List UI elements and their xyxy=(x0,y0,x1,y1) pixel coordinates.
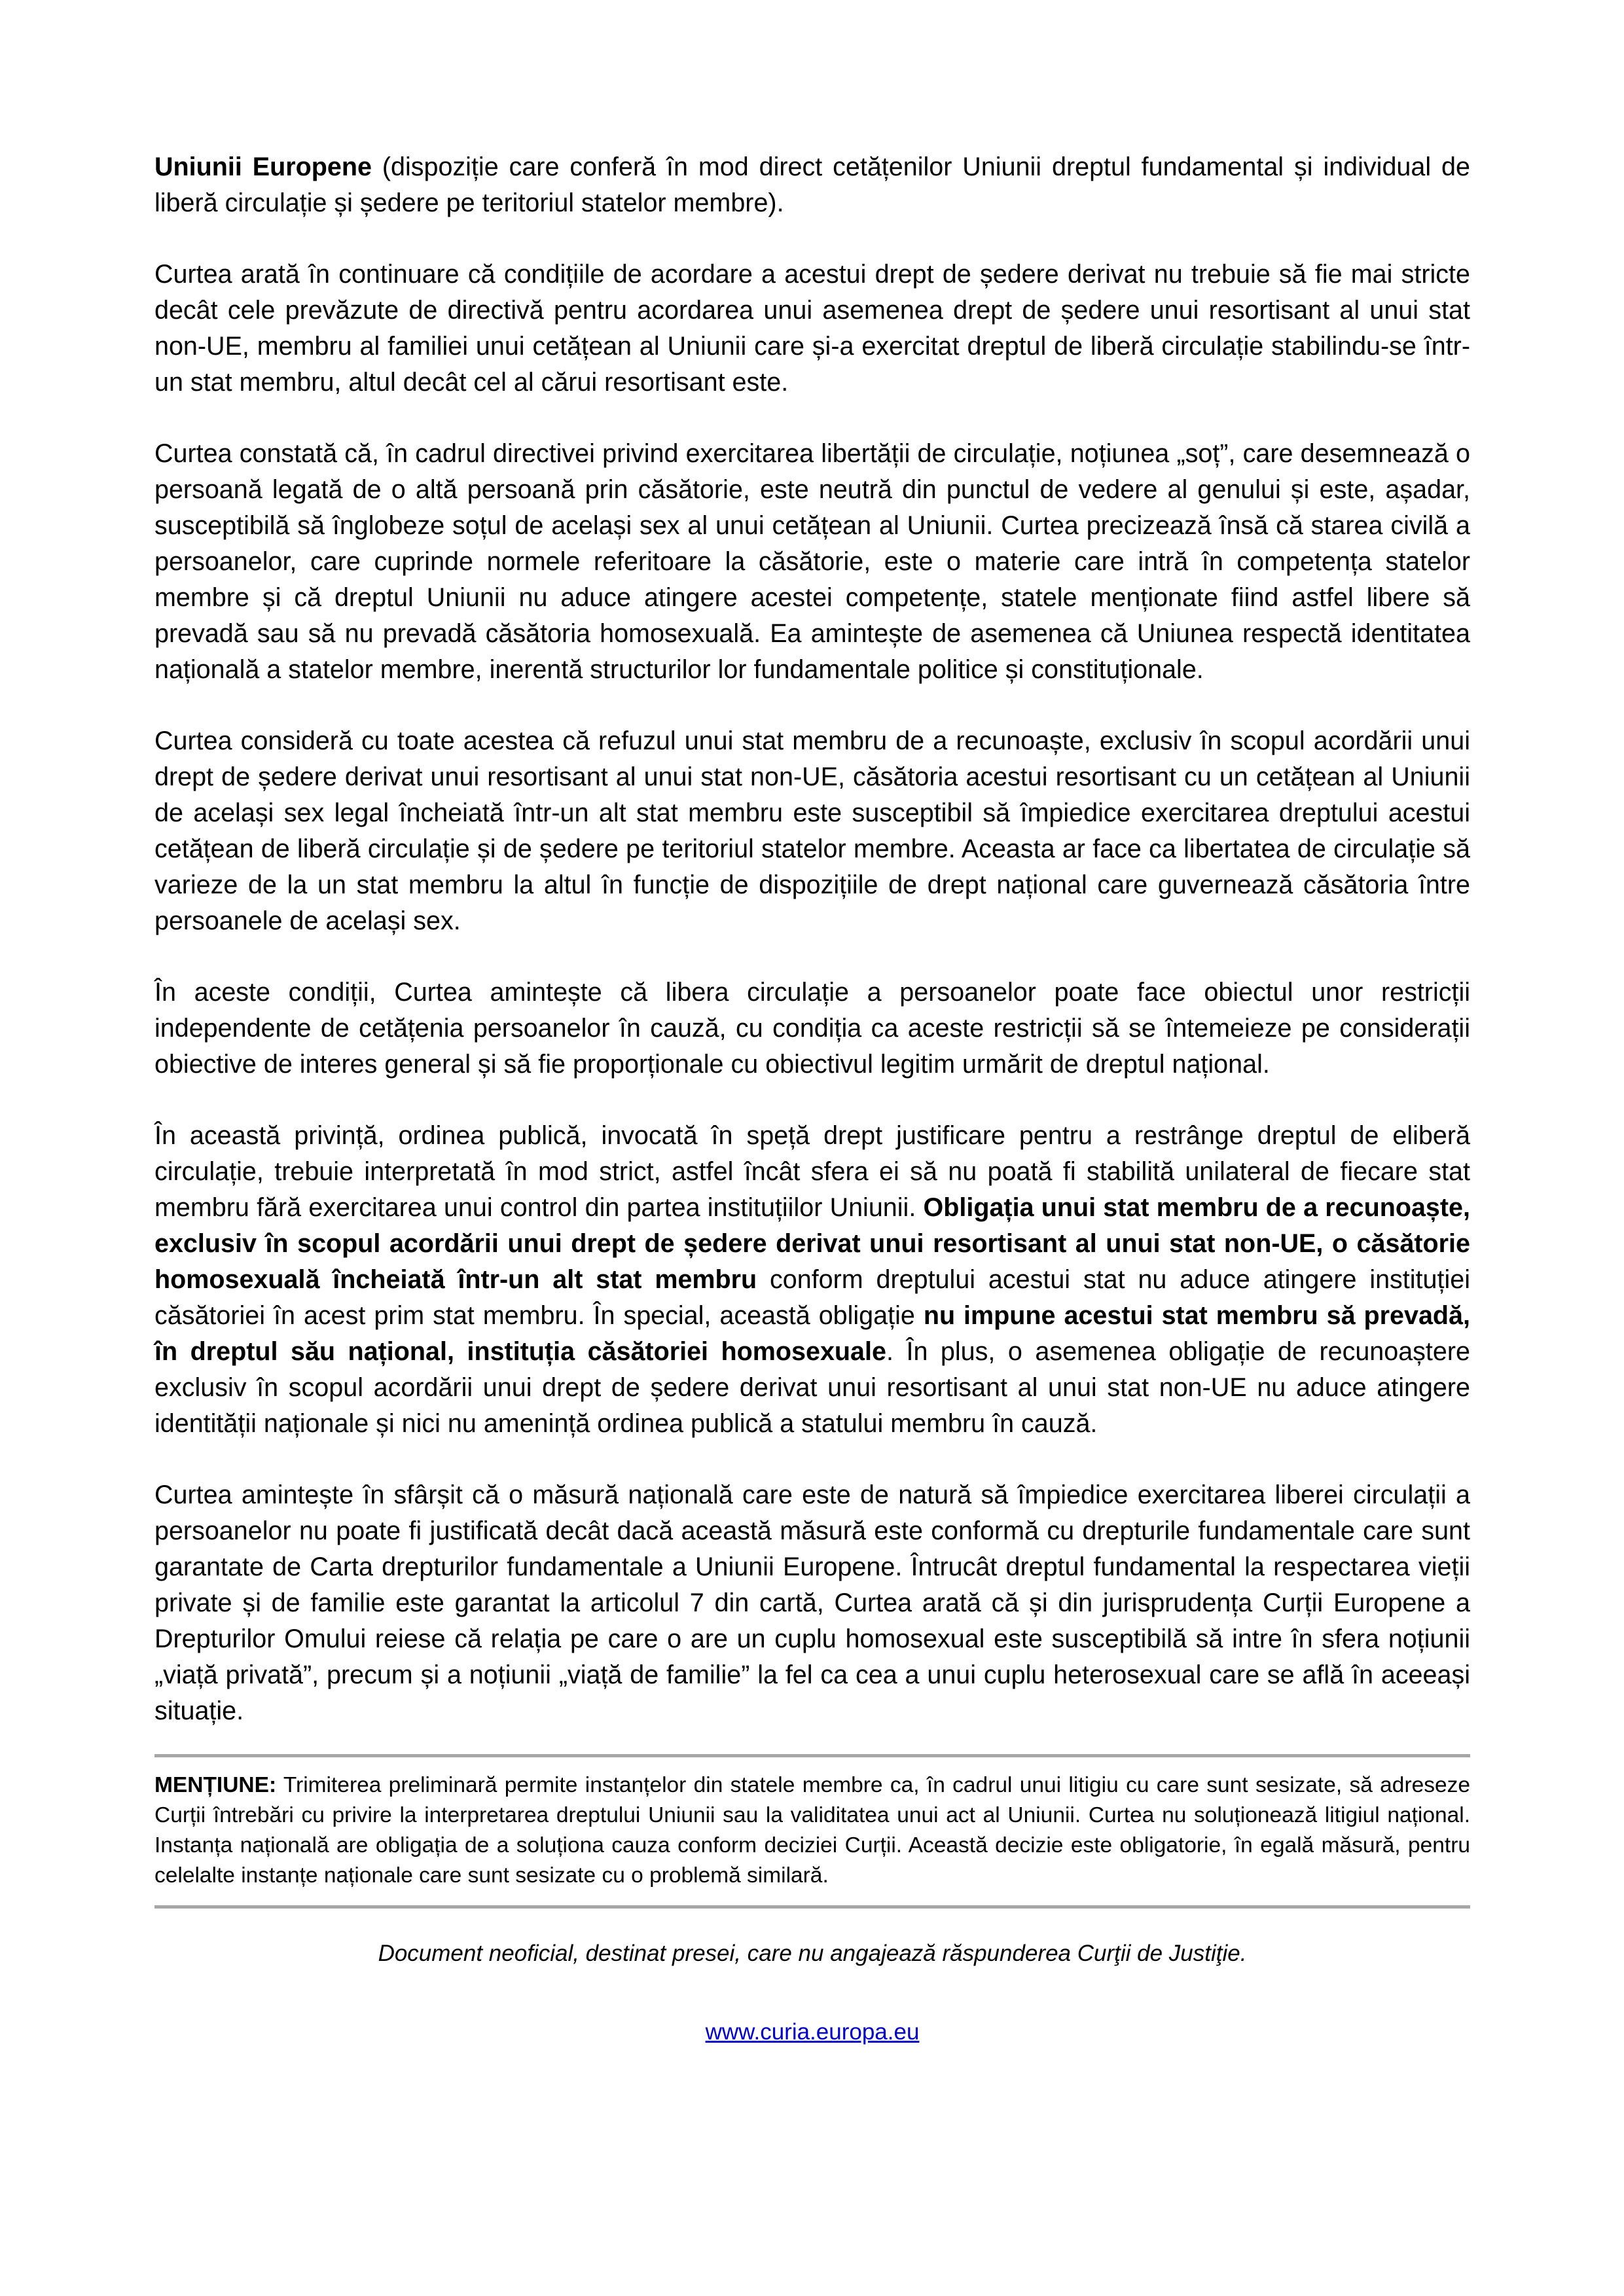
note-text: Trimiterea preliminară permite instanțelor din statele membre ca, în cadrul unui litigiu cu care sunt sesizate, să adreseze Curții întrebări cu privire la interpretarea dreptului Uniunii sau la validitatea unui act al Uniunii. Curtea nu soluționează litigiul național. Instanța națională are obligația de a soluționa cauza conform deciziei Curții. Această decizie este obligatorie, în egală măsură, pentru celelalte instanțe naționale care sunt sesizate cu o problemă similară. xyxy=(154,1773,1470,1888)
paragraph-6-bold-segment: Obligația unui stat membru de a recunoaște, exclusiv în scopul acordării unui drept de ședere derivat unui resortisant al unui stat non-UE, o căsătorie homosexuală încheiată într-un alt stat membru xyxy=(154,1193,1470,1294)
paragraph-4-segment: Curtea consideră cu toate acestea că refuzul unui stat membru de a recunoaște, exclusiv în scopul acordării unui drept de ședere derivat unui resortisant al unui stat non-UE, căsătoria acestui resortisant cu un cetățean al Uniunii de același sex legal încheiată într-un alt stat membru este susceptibil să împiedice exercitarea dreptului acestui cetățean de liberă circulație și de ședere pe teritoriul statelor membre. Aceasta ar face ca libertatea de circulație să varieze de la un stat membru la altul în funcție de dispozițiile de drept național care guvernează căsătoria între persoanele de același sex. xyxy=(154,726,1470,935)
paragraph-1-segment: (dispoziție care conferă în mod direct cetățenilor Uniunii dreptul fundamental și individual de liberă circulație și ședere pe teritoriul statelor membre). xyxy=(154,152,1470,217)
paragraph-3 xyxy=(154,436,1470,688)
press-note xyxy=(154,1770,1470,1891)
paragraph-6-segment: . În plus, o asemenea obligație de recunoaștere exclusiv în scopul acordării unui drept de ședere derivat unui resortisant al unui stat non-UE nu aduce atingere identității naționale și nici nu amenință ordinea publică a statului membru în cauză. xyxy=(154,1337,1471,1438)
paragraph-5-segment: În aceste condiții, Curtea amintește că libera circulație a persoanelor poate face obiectul unor restricții independente de cetățenia persoanelor în cauză, cu condiția ca aceste restricții să se întemeieze pe considerații obiective de interes general și să fie proporționale cu obiectivul legitim urmărit de dreptul național. xyxy=(154,978,1470,1079)
paragraph-4 xyxy=(154,723,1470,939)
note-bottom-divider xyxy=(154,1905,1470,1909)
paragraph-2-segment: Curtea arată în continuare că condițiile de acordare a acestui drept de ședere derivat nu trebuie să fie mai stricte decât cele prevăzute de directivă pentru acordarea unui asemenea drept de ședere unui resortisant al unui stat non-UE, membru al familiei unui cetățean al Uniunii care și-a exercitat dreptul de liberă circulație stabilindu-se într-un stat membru, altul decât cel al cărui resortisant este. xyxy=(154,260,1470,397)
paragraph-6-segment: conform dreptului acestui stat nu aduce atingere instituției căsătoriei în acest prim stat membru. În special, această obligație xyxy=(154,1265,1470,1330)
paragraph-7 xyxy=(154,1477,1470,1729)
paragraph-6-segment: În această privință, ordinea publică, invocată în speță drept justificare pentru a restrânge dreptul de eliberă circulație, trebuie interpretată în mod strict, astfel încât sfera ei să nu poată fi stabilită unilateral de fiecare stat membru fără exercitarea unui control din partea instituțiilor Uniunii. xyxy=(154,1121,1470,1222)
paragraph-1 xyxy=(154,149,1470,221)
note-label: MENȚIUNE: xyxy=(154,1773,277,1797)
paragraph-2 xyxy=(154,257,1470,401)
curia-website-link[interactable]: www.curia.europa.eu xyxy=(705,2019,920,2045)
footer-link-container xyxy=(154,2017,1470,2047)
paragraph-6 xyxy=(154,1118,1470,1442)
paragraph-3-segment: Curtea constată că, în cadrul directivei privind exercitarea libertății de circulație, noțiunea „soț”, care desemnează o persoană legată de o altă persoană prin căsătorie, este neutră din punctul de vedere al genului și este, așadar, susceptibilă să înglobeze soțul de același sex al unui cetățean al Uniunii. Curtea precizează însă că starea civilă a persoanelor, care cuprinde normele referitoare la căsătorie, este o materie care intră în competența statelor membre și că dreptul Uniunii nu aduce atingere acestei competențe, statele menționate fiind astfel libere să prevadă sau să nu prevadă căsătoria homosexuală. Ea amintește de asemenea că Uniunea respectă identitatea națională a statelor membre, inerentă structurilor lor fundamentale politice și constituționale. xyxy=(154,439,1470,684)
paragraph-1-segment: Uniunii Europene xyxy=(154,152,372,181)
paragraph-7-segment: Curtea amintește în sfârșit că o măsură națională care este de natură să împiedice exercitarea liberei circulații a persoanelor nu poate fi justificată decât dacă această măsură este conformă cu drepturile fundamentale care sunt garantate de Carta drepturilor fundamentale a Uniunii Europene. Întrucât dreptul fundamental la respectarea vieții private și de familie este garantat la articolul 7 din cartă, Curtea arată că și din jurisprudența Curții Europene a Drepturilor Omului reiese că relația pe care o are un cuplu homosexual este susceptibilă să intre în sfera noțiunii „viață privată”, precum și a noțiunii „viață de familie” la fel ca cea a unui cuplu heterosexual care se află în aceeași situație. xyxy=(154,1480,1470,1725)
paragraph-5 xyxy=(154,975,1470,1083)
body-text xyxy=(154,149,1470,1729)
note-top-divider xyxy=(154,1754,1470,1757)
footer-disclaimer: Document neoficial, destinat presei, care nu angajează răspunderea Curţii de Justiţie. xyxy=(378,1941,1247,1966)
page-content xyxy=(154,149,1470,2047)
paragraph-6-bold-segment: nu impune acestui stat membru să prevadă, în dreptul său național, instituția căsătoriei homosexuale xyxy=(154,1301,1470,1366)
